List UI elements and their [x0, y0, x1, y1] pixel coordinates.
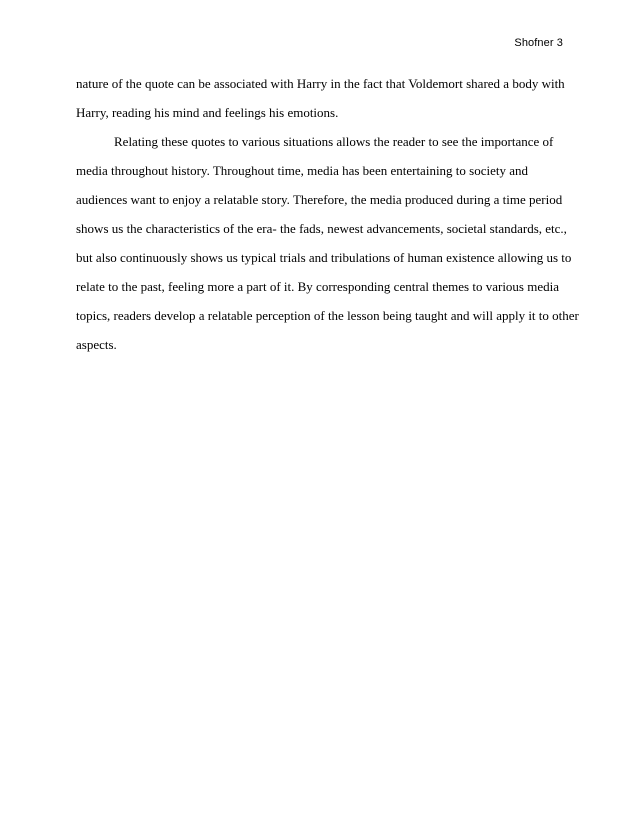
- text-line: audiences want to enjoy a relatable story. Therefore, the media produced during a time period: [76, 192, 563, 207]
- text-line: aspects.: [76, 337, 117, 352]
- text-line: media throughout history. Throughout time, media has been entertaining to society and: [76, 163, 529, 178]
- paragraph-start-line: Relating these quotes to various situations allows the reader to see the importance of: [114, 134, 554, 149]
- text-line: topics, readers develop a relatable perception of the lesson being taught and will apply it to other: [76, 308, 579, 323]
- running-head: Shofner 3: [514, 37, 563, 49]
- text-line: nature of the quote can be associated with Harry in the fact that Voldemort shared a body with: [76, 76, 565, 91]
- text-line: relate to the past, feeling more a part of it. By corresponding central themes to various media: [76, 279, 560, 294]
- text-line: but also continuously shows us typical trials and tribulations of human existence allowing us to: [76, 250, 572, 265]
- body-text: [76, 69, 579, 359]
- text-line: shows us the characteristics of the era- the fads, newest advancements, societal standards, etc.,: [76, 221, 567, 236]
- text-line: Harry, reading his mind and feelings his emotions.: [76, 105, 339, 120]
